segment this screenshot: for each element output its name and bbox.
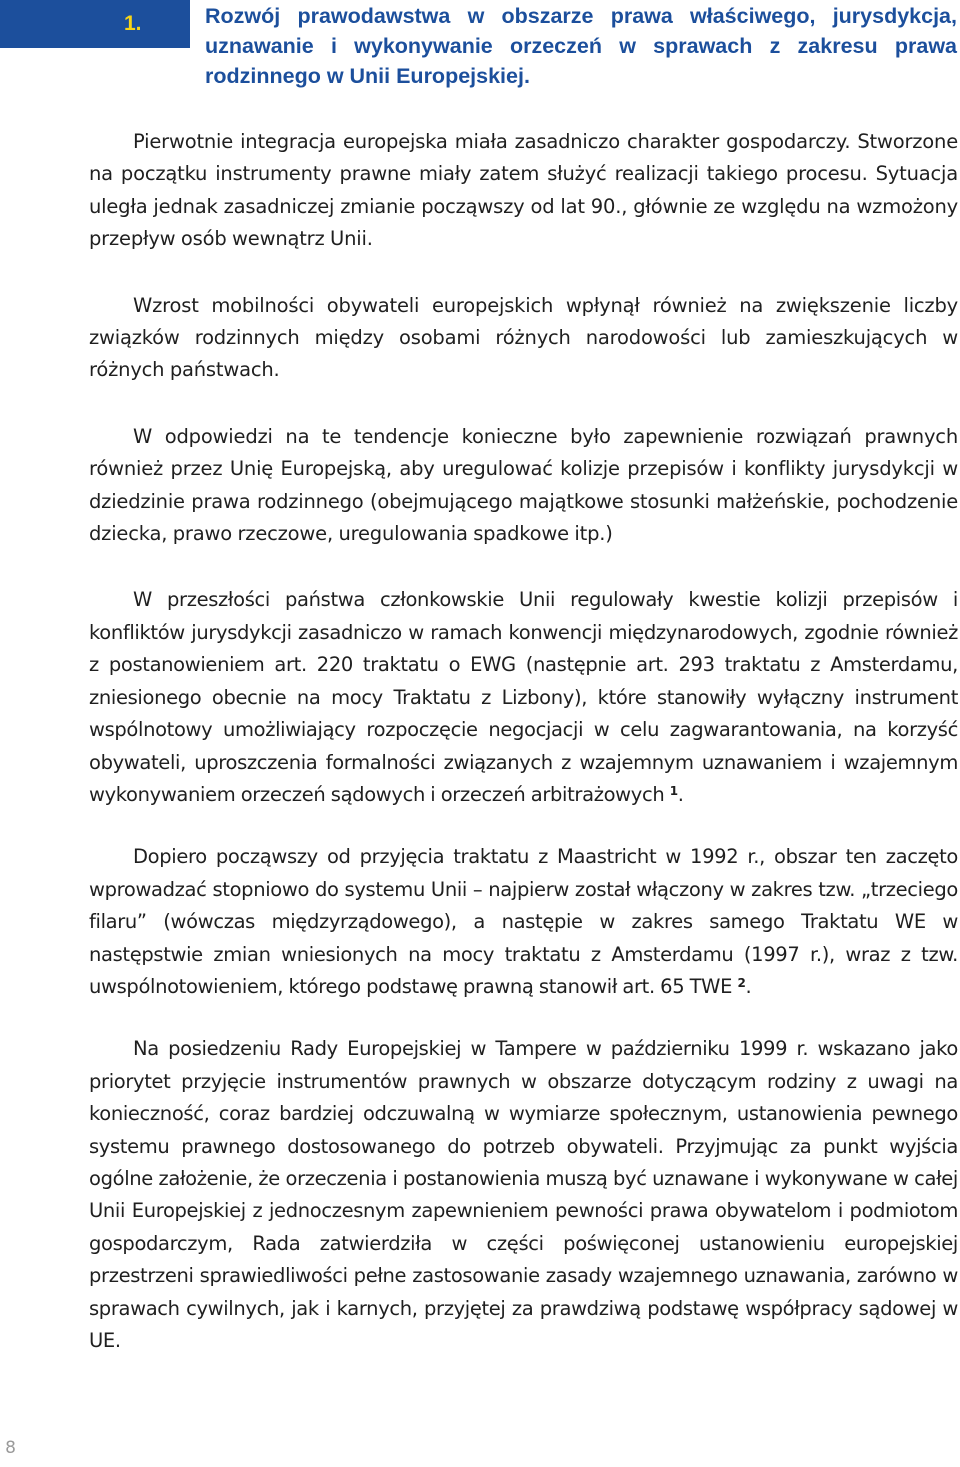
footnote-ref-1: 1 <box>669 783 678 798</box>
paragraph-5-text: Dopiero począwszy od przyjęcia traktatu z Maastricht w 1992 r., obszar ten zaczęto wprowadzać stopniowo do systemu Unii – najpierw został włączony w zakres tzw. „trzeciego filaru” (wówczas międzyrządowego), a następie w zakres samego Traktatu WE w następstwie zmian wniesionych na mocy traktatu z Amsterdamu (1997 r.), wraz z tzw. uwspólnotowieniem, którego podstawę prawną stanowił art. 65 TWE <box>89 845 958 998</box>
footnote-ref-2: 2 <box>737 975 746 990</box>
document-body <box>89 126 958 1357</box>
section-title: Rozwój prawodawstwa w obszarze prawa właściwego, jurysdykcja, uznawanie i wykonywanie orzeczeń w sprawach z zakresu prawa rodzinnego w Unii Europejskiej. <box>205 4 957 88</box>
paragraph-6: Na posiedzeniu Rady Europejskiej w Tampere w październiku 1999 r. wskazano jako priorytet przyjęcie instrumentów prawnych w obszarze dotyczącym rodziny z uwagi na konieczność, coraz bardziej odczuwalną w wymiarze społecznym, ustanowienia pewnego systemu prawnego dostosowanego do potrzeb obywateli. Przyjmując za punkt wyjścia ogólne założenie, że orzeczenia i postanowienia muszą być uznawane i wykonywane w całej Unii Europejskiej z jednoczesnym zapewnieniem pewności prawa obywatelom i podmiotom gospodarczym, Rada zatwierdziła w części poświęconej ustanowieniu europejskiej przestrzeni sprawiedliwości pełne zastosowanie zasady wzajemnego uznawania, zarówno w sprawach cywilnych, jak i karnych, przyjętej za prawdziwą podstawę współpracy sądowej w UE. <box>89 1037 958 1352</box>
paragraph-3: W odpowiedzi na te tendencje konieczne było zapewnienie rozwiązań prawnych również przez Unię Europejską, aby uregulować kolizje przepisów i konflikty jurysdykcji w dziedzinie prawa rodzinnego (obejmującego majątkowe stosunki małżeńskie, pochodzenie dziecka, prawo rzeczowe, uregulowania spadkowe itp.) <box>89 424 958 546</box>
section-number: 1. <box>124 12 142 35</box>
paragraph-1: Pierwotnie integracja europejska miała zasadniczo charakter gospodarczy. Stworzone na początku instrumenty prawne miały zatem służyć realizacji takiego procesu. Sytuacja uległa jednak zasadniczej zmianie począwszy od lat 90., głównie ze względu na wzmożony przepływ osób wewnątrz Unii. <box>89 130 958 251</box>
paragraph-4 <box>89 584 958 811</box>
paragraph-5-end: . <box>745 974 752 998</box>
paragraph-4-text: W przeszłości państwa członkowskie Unii regulowały kwestie kolizji przepisów i konfliktów jurysdykcji zasadniczo w ramach konwencji międzynarodowych, zgodnie również z postanowieniem art. 220 traktatu o EWG (następnie art. 293 traktatu z Amsterdamu, zniesionego obecnie na mocy Traktatu z Lizbony), które stanowiły wyłączny instrument wspólnotowy umożliwiający rozpoczęcie negocjacji w celu zagwarantowania, na korzyść obywateli, uproszczenia formalności związanych z wzajemnym uznawaniem i wzajemnym wykonywaniem orzeczeń sądowych i orzeczeń arbitrażowych <box>89 588 958 806</box>
paragraph-4-end: . <box>677 782 684 806</box>
page-number: 8 <box>5 1438 16 1458</box>
section-number-badge <box>0 0 190 48</box>
paragraph-2: Wzrost mobilności obywateli europejskich wpłynął również na zwiększenie liczby związków rodzinnych między osobami różnych narodowości lub zamieszkujących w różnych państwach. <box>89 293 958 382</box>
paragraph-5 <box>89 841 958 1003</box>
